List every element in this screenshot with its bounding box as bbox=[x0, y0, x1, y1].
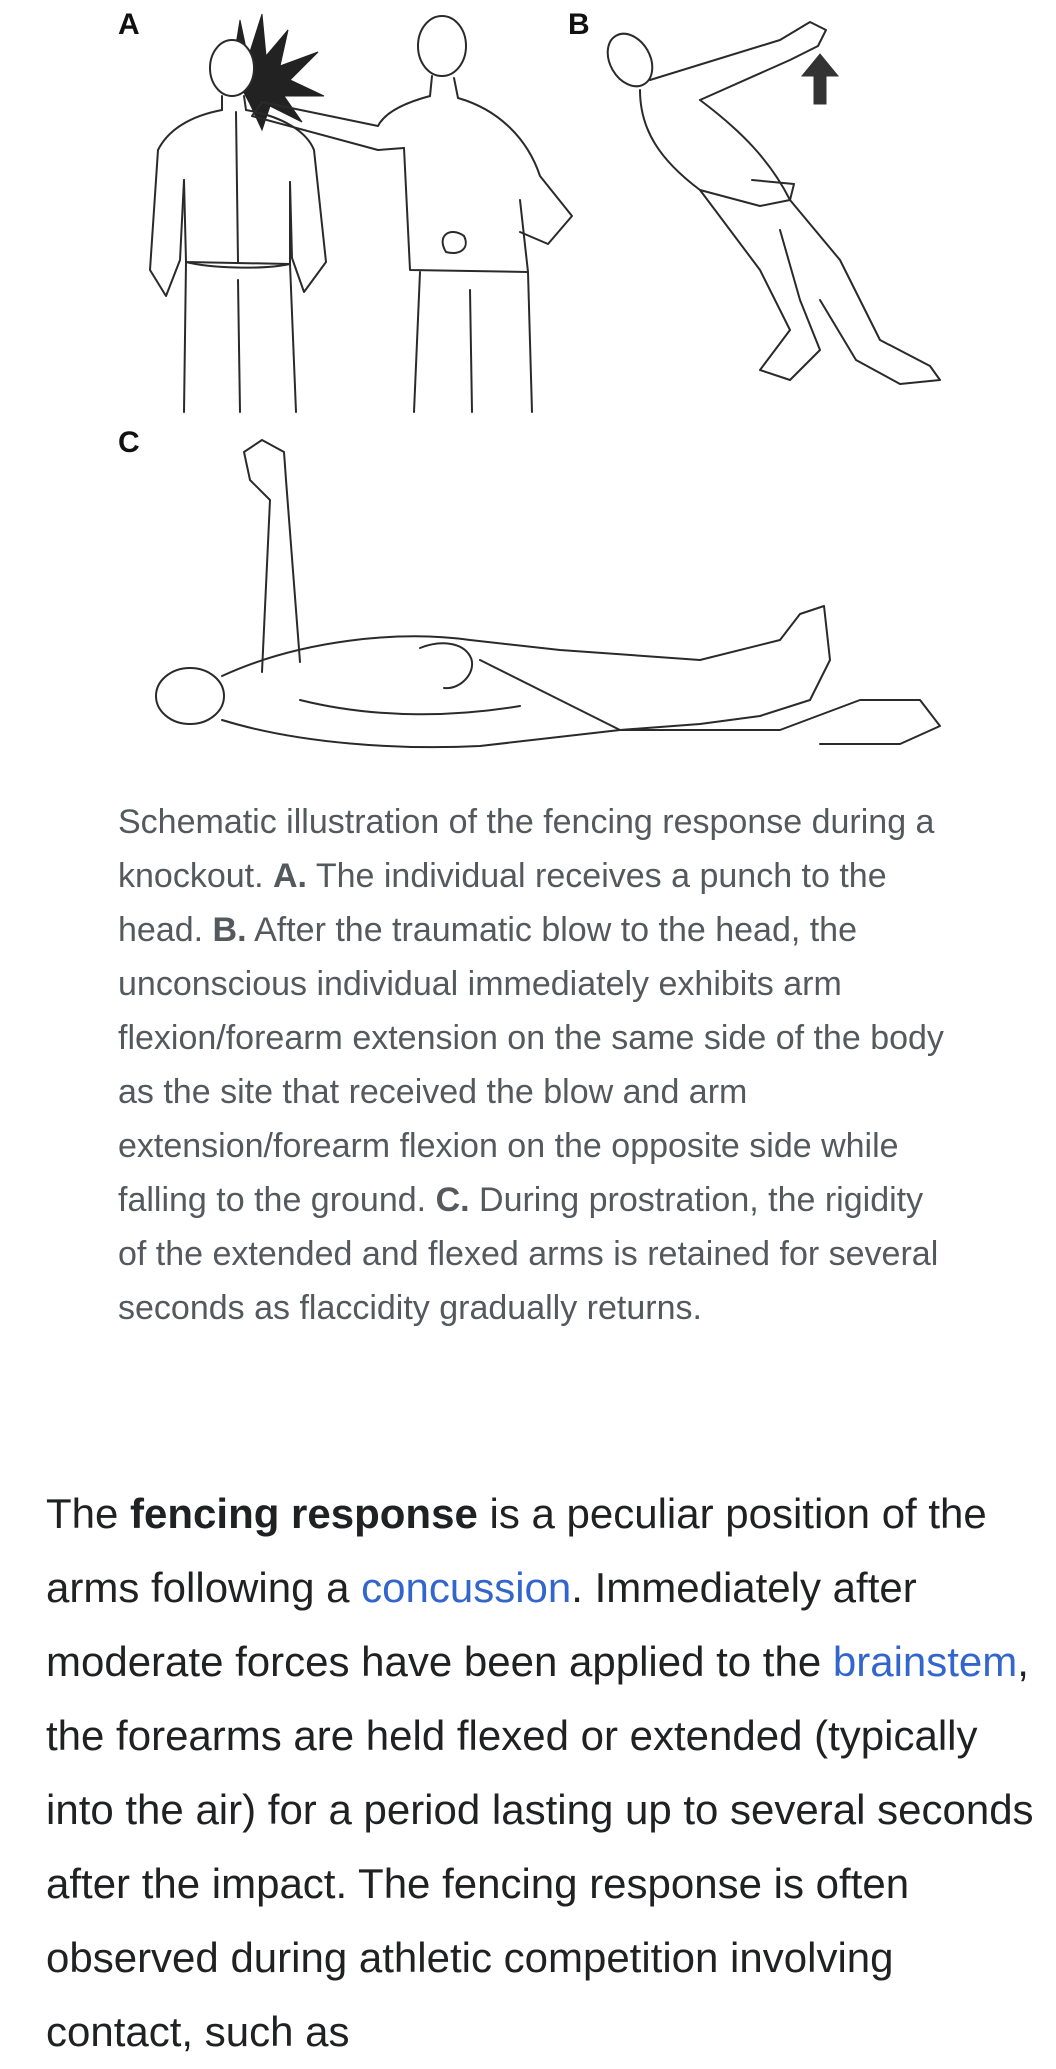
panel-label-a: A bbox=[118, 8, 140, 41]
panel-label-c: C bbox=[118, 426, 140, 459]
article-term: fencing response bbox=[130, 1490, 478, 1537]
caption-text-2: The individual receives a punch to the head. bbox=[118, 857, 887, 949]
person-falling bbox=[599, 22, 940, 384]
panel-c-drawing bbox=[156, 440, 940, 747]
caption-text-1: Schematic illustration of the fencing response during a knockout. bbox=[118, 803, 935, 895]
caption-text-3: After the traumatic blow to the head, the unconscious individual immediately exhibits arm flexion/forearm extension on the same side of the body as the site that received the blow and arm extension/forearm flexion on the opposite side while falling to the ground. bbox=[118, 911, 944, 1219]
article-intro: The bbox=[46, 1490, 131, 1537]
panel-label-b: B bbox=[568, 8, 590, 41]
panel-a-drawing bbox=[150, 14, 572, 412]
caption-label-c: C. bbox=[435, 1181, 470, 1219]
fencing-response-illustration bbox=[0, 0, 1056, 790]
upward-arrow-icon bbox=[802, 54, 838, 104]
concussion-link[interactable]: concussion bbox=[361, 1564, 572, 1611]
figure-caption bbox=[118, 795, 948, 1335]
article-text-1: is a peculiar position of the arms following a bbox=[46, 1490, 987, 1611]
caption-label-b: B. bbox=[212, 911, 247, 949]
caption-label-a: A. bbox=[272, 857, 307, 895]
caption-text-4: During prostration, the rigidity of the extended and flexed arms is retained for several seconds as flaccidity gradually returns. bbox=[118, 1181, 939, 1327]
brainstem-link[interactable]: brainstem bbox=[832, 1638, 1018, 1685]
article-text-2: . Immediately after moderate forces have been applied to the bbox=[46, 1564, 917, 1685]
article-text-3: , the forearms are held flexed or extended (typically into the air) for a period lasting up to several seconds after the impact. The fencing response is often observed during athletic competition involving contact, such as bbox=[46, 1638, 1034, 2055]
article-paragraph bbox=[46, 1477, 1036, 2069]
person-punching bbox=[252, 16, 572, 412]
panel-b-drawing bbox=[599, 22, 940, 384]
